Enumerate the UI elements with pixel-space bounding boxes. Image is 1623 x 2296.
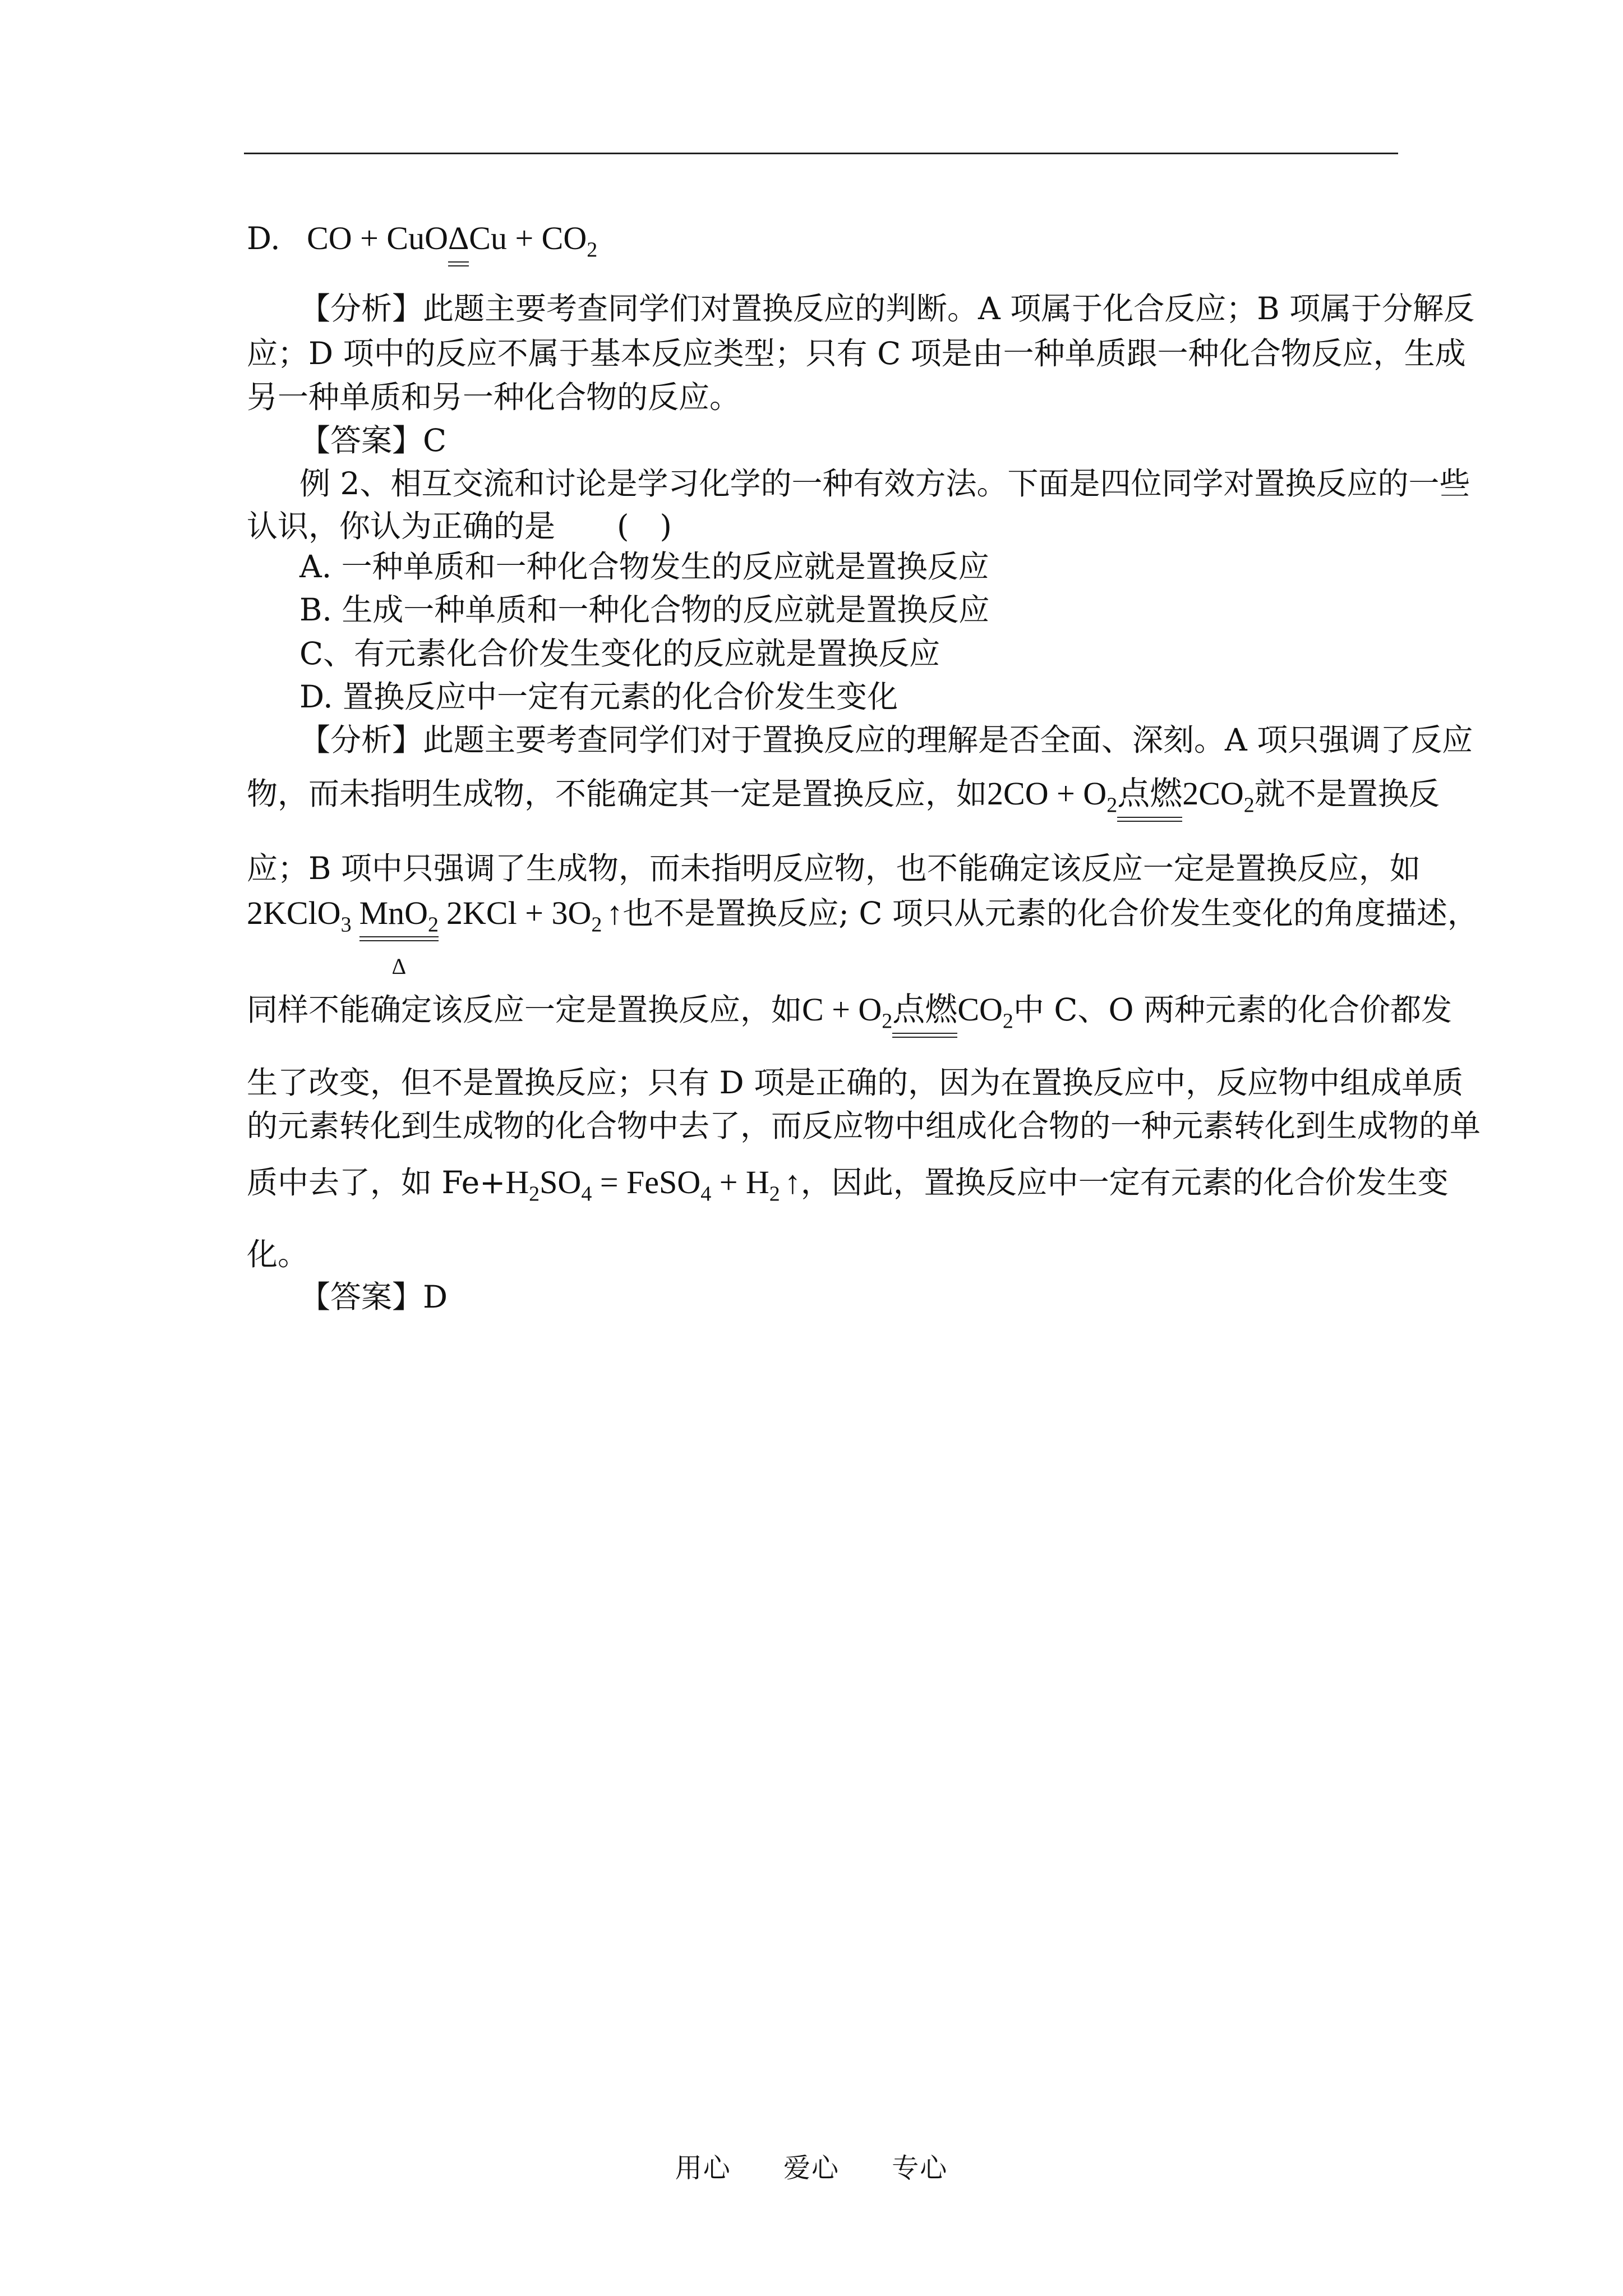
heat-symbol: Δ bbox=[448, 220, 469, 256]
equation-2co-o2 bbox=[987, 775, 1255, 817]
eq-text: SO bbox=[540, 1164, 582, 1200]
subscript: 2 bbox=[591, 913, 602, 937]
eq-text: = FeSO bbox=[592, 1164, 701, 1200]
eq-text: C + O bbox=[802, 991, 882, 1028]
eq-text: H bbox=[505, 1164, 529, 1200]
reaction-condition bbox=[359, 891, 439, 979]
analysis2-line3: 应；B 项中只强调了生成物，而未指明反应物，也不能确定该反应一定是置换反应，如 bbox=[247, 850, 1421, 886]
text: 同样不能确定该反应一定是置换反应，如 bbox=[247, 992, 803, 1028]
subscript: 2 bbox=[1243, 793, 1255, 817]
eq-text: 2KCl + 3O bbox=[446, 895, 592, 931]
eq-text: 2CO bbox=[1182, 775, 1244, 812]
eq-text: CO + CuO bbox=[307, 220, 448, 256]
analysis2-line5 bbox=[247, 987, 1452, 1032]
gas-arrow-icon: ↑ bbox=[606, 895, 623, 931]
text: 也不是置换反应; C 项只从元素的化合价发生变化的角度描述， bbox=[623, 895, 1478, 931]
footer-item: 用心 bbox=[675, 2152, 731, 2184]
subscript: 2 bbox=[587, 238, 598, 262]
text: 就不是置换反 bbox=[1254, 776, 1440, 812]
subscript: 4 bbox=[700, 1182, 712, 1206]
subscript: 2 bbox=[882, 1009, 893, 1033]
analysis2-line8 bbox=[247, 1160, 1449, 1205]
reaction-condition bbox=[448, 216, 469, 261]
option-d-equation bbox=[247, 216, 597, 261]
option-label: D. bbox=[247, 220, 280, 256]
heat-symbol: Δ bbox=[391, 954, 407, 979]
reaction-condition bbox=[1117, 771, 1182, 816]
option-d: D. 置换反应中一定有元素的化合价发生变化 bbox=[299, 679, 898, 715]
answer2: 【答案】D bbox=[299, 1279, 448, 1315]
analysis2-line2 bbox=[247, 771, 1440, 816]
analysis2-line9: 化。 bbox=[247, 1236, 309, 1272]
subscript: 2 bbox=[529, 1182, 540, 1206]
equation-fe-h2so4 bbox=[505, 1164, 801, 1206]
analysis1-line3: 另一种单质和另一种化合物的反应。 bbox=[247, 379, 741, 415]
equation-kclo3 bbox=[247, 895, 623, 979]
eq-text: 2CO + O bbox=[987, 775, 1107, 812]
text: ，因此，置换反应中一定有元素的化合价发生变 bbox=[800, 1165, 1449, 1200]
analysis2-line6: 生了改变，但不是置换反应；只有 D 项是正确的，因为在置换反应中，反应物中组成单质 bbox=[247, 1065, 1464, 1101]
ignite-label: 点燃 bbox=[1117, 775, 1183, 812]
option-b: B. 生成一种单质和一种化合物的反应就是置换反应 bbox=[299, 592, 990, 628]
example2-line2: 认识，你认为正确的是 ( ) bbox=[247, 508, 672, 544]
footer-item: 专心 bbox=[892, 2152, 948, 2184]
analysis2-line4 bbox=[247, 891, 1478, 979]
eq-text: Cu + CO bbox=[469, 220, 587, 256]
option-a: A. 一种单质和一种化合物发生的反应就是置换反应 bbox=[299, 549, 989, 585]
footer bbox=[0, 2146, 1623, 2185]
subscript: 2 bbox=[1106, 793, 1118, 817]
text: 质中去了，如 Fe+ bbox=[247, 1165, 506, 1200]
subscript: 4 bbox=[581, 1182, 592, 1206]
text: 物，而未指明生成物，不能确定其一定是置换反应，如 bbox=[247, 776, 988, 812]
equation-c-o2 bbox=[802, 991, 1013, 1033]
subscript: 3 bbox=[340, 913, 352, 937]
reaction-condition bbox=[892, 987, 957, 1032]
analysis2-line1: 【分析】此题主要考查同学们对于置换反应的理解是否全面、深刻。A 项只强调了反应 bbox=[299, 722, 1473, 758]
header-rule bbox=[244, 153, 1398, 154]
eq-text: 2KClO bbox=[247, 895, 341, 931]
subscript: 2 bbox=[428, 913, 439, 937]
subscript: 2 bbox=[1002, 1009, 1013, 1033]
gas-arrow-icon: ↑ bbox=[784, 1164, 801, 1200]
answer1: 【答案】C bbox=[299, 422, 447, 458]
analysis2-line7: 的元素转化到生成物的化合物中去了，而反应物中组成化合物的一种元素转化到生成物的单 bbox=[247, 1108, 1481, 1144]
eq-text: + H bbox=[711, 1164, 769, 1200]
ignite-label: 点燃 bbox=[892, 991, 958, 1028]
catalyst-label: MnO bbox=[359, 895, 428, 931]
option-c: C、有元素化合价发生变化的反应就是置换反应 bbox=[299, 636, 940, 671]
analysis1-line2: 应；D 项中的反应不属于基本反应类型；只有 C 项是由一种单质跟一种化合物反应，生成 bbox=[247, 335, 1466, 371]
eq-text: CO bbox=[957, 991, 1003, 1028]
text: 中 C、O 两种元素的化合价都发 bbox=[1013, 992, 1453, 1028]
example2-line1: 例 2、相互交流和讨论是学习化学的一种有效方法。下面是四位同学对置换反应的一些 bbox=[299, 466, 1470, 501]
analysis1-line1: 【分析】此题主要考查同学们对置换反应的判断。A 项属于化合反应；B 项属于分解反 bbox=[299, 291, 1475, 326]
subscript: 2 bbox=[769, 1182, 780, 1206]
footer-item: 爱心 bbox=[783, 2152, 840, 2184]
